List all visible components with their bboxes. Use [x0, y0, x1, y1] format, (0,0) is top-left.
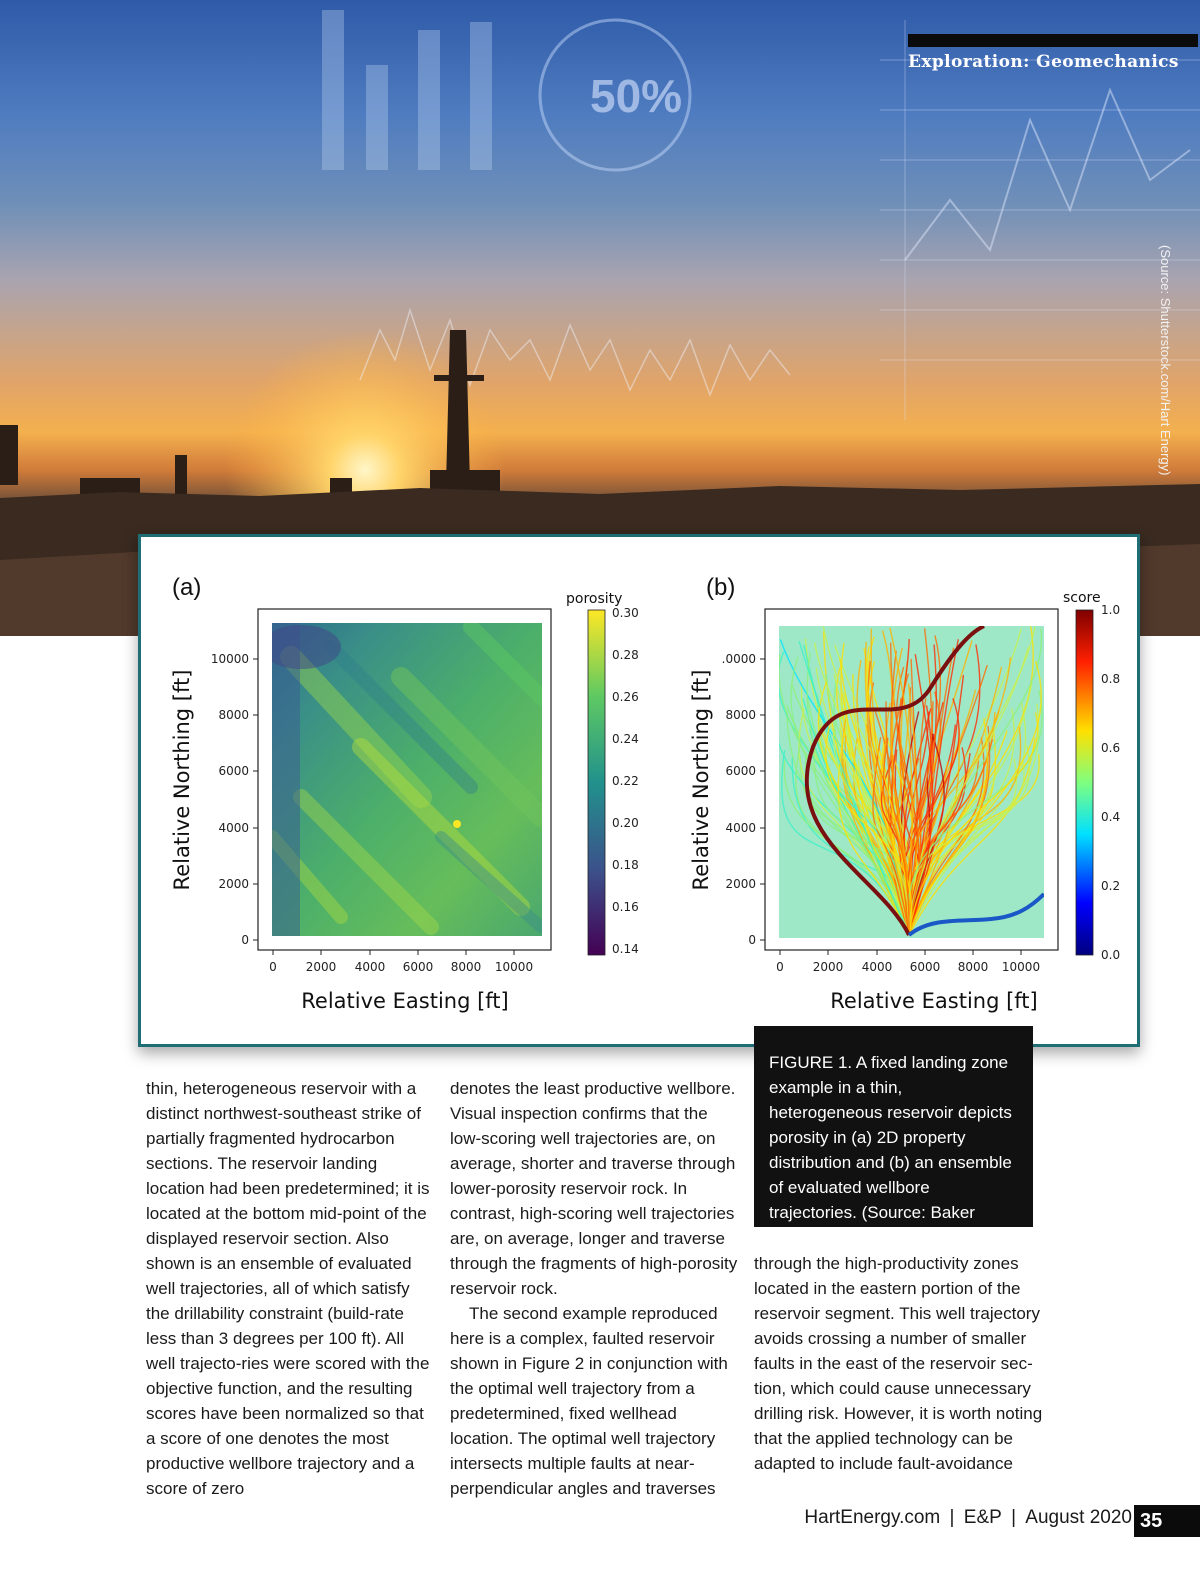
b-cbar-tick: 0.6: [1101, 741, 1121, 755]
a-cbar-tick: 0.30: [612, 606, 639, 620]
section-bar: [908, 34, 1198, 47]
body-paragraph: denotes the least productive wellbore. Visual inspection confirms that the low-scoring well trajectories are, on average, shorter and traverse through lower-porosity reservoir rock. In contrast, high-scoring well trajectories are, on average, longer and traverse through the fragments of high-porosity reservoir rock.: [450, 1079, 738, 1298]
b-cbar-tick: 0.4: [1101, 810, 1121, 824]
trajectory-ensemble: [775, 626, 1044, 938]
a-cbar-tick: 0.28: [612, 648, 639, 662]
caption-body: A fixed landing zone example in a thin, heterogeneous reservoir depicts porosity in (a) 2D property distribution and (b) an ensemble of evaluated wellbore trajectories. (Source: Baker Hughes): [769, 1053, 1012, 1247]
a-ytick: 0: [241, 933, 249, 947]
b-xtick: 2000: [812, 960, 844, 974]
footer-separator: |: [1011, 1507, 1017, 1528]
a-xtick: 0: [269, 960, 277, 974]
body-paragraph: through the high-productivity zones located in the eastern portion of the reservoir segment. This well trajectory avoids crossing a number of smaller faults in the east of the reservoir sec-tion, which could cause unnecessary drilling risk. However, it is worth noting that the applied technology can be adapted to include fault-avoidance: [754, 1254, 1043, 1473]
panel-b-yticks: [722, 652, 756, 947]
panel-a-colorbar-ticks: [612, 606, 639, 956]
footer-issue: August 2020: [1025, 1507, 1132, 1528]
b-cbar-tick: 0.2: [1101, 879, 1121, 893]
figure-1: [138, 534, 1140, 1047]
overlay-percent: 50%: [590, 70, 683, 122]
b-xtick: 6000: [909, 960, 941, 974]
a-cbar-tick: 0.14: [612, 942, 639, 956]
a-ytick: 10000: [210, 652, 249, 666]
panel-b-colorbar-title: score: [1063, 590, 1101, 606]
b-xtick: 10000: [1001, 960, 1041, 974]
a-cbar-tick: 0.22: [612, 774, 639, 788]
b-cbar-tick: 0.8: [1101, 672, 1121, 686]
body-paragraph: thin, heterogeneous reservoir with a distinct northwest-southeast strike of partially fragmented hydrocarbon sections. The reservoir landing location had been predetermined; it is located at the bottom mid-point of the displayed reservoir section. Also shown is an ensemble of evaluated well trajectories, all of which satisfy the drillability constraint (build-rate less than 3 degrees per 100 ft). All well trajecto-ries were scored with the objective function, and the resulting scores have been normalized so that a score of one denotes the most productive wellbore trajectory and a score of zero: [146, 1079, 430, 1498]
a-cbar-tick: 0.26: [612, 690, 639, 704]
porosity-colorbar: [588, 610, 605, 955]
panel-a-xlabel: Relative Easting [ft]: [301, 989, 509, 1013]
footer-magazine: E&P: [963, 1507, 1002, 1528]
panel-b-ylabel: Relative Northing [ft]: [689, 669, 713, 891]
b-ytick: 0: [748, 933, 756, 947]
a-xtick: 8000: [450, 960, 482, 974]
a-ytick: 4000: [218, 821, 249, 835]
a-ytick: 8000: [218, 708, 249, 722]
panel-a-colorbar-title: porosity: [566, 591, 623, 607]
b-ytick: .0000: [721, 652, 756, 666]
b-cbar-tick: 0.0: [1101, 948, 1121, 962]
panel-a-yticks: [211, 652, 249, 947]
score-colorbar: [1076, 610, 1093, 955]
body-column-3: [754, 1251, 1044, 1476]
panel-a-label: (a): [172, 574, 202, 601]
figure-caption: [754, 1026, 1033, 1247]
b-ytick: 6000: [725, 764, 756, 778]
porosity-map: [261, 623, 542, 936]
a-ytick: 6000: [218, 764, 249, 778]
body-paragraph: The second example reproduced here is a complex, faulted reservoir shown in Figure 2 in conjunction with the optimal well trajectory from a predetermined, fixed wellhead location. The optimal well trajectory intersects multiple faults at near-perpendicular angles and traverses: [450, 1304, 728, 1498]
photo-credit: (Source: Shutterstock.com/Hart Energy): [1158, 245, 1173, 476]
page-number: 35: [1134, 1505, 1200, 1537]
a-cbar-tick: 0.18: [612, 858, 639, 872]
panel-b-colorbar-ticks: [1101, 603, 1120, 962]
footer-site: HartEnergy.com: [804, 1507, 941, 1528]
b-ytick: 8000: [725, 708, 756, 722]
a-cbar-tick: 0.16: [612, 900, 639, 914]
page-footer: [802, 1507, 1134, 1529]
panel-b-xlabel: Relative Easting [ft]: [830, 989, 1038, 1013]
a-xtick: 6000: [402, 960, 434, 974]
figure-svg: [141, 537, 1137, 1044]
body-column-1: [146, 1076, 436, 1501]
a-xtick: 2000: [305, 960, 337, 974]
panel-b-xticks: [776, 960, 1040, 974]
footer-separator: |: [949, 1507, 955, 1528]
panel-a-ylabel: Relative Northing [ft]: [170, 669, 194, 891]
b-ytick: 2000: [725, 877, 756, 891]
a-xtick: 4000: [354, 960, 386, 974]
b-ytick: 4000: [725, 821, 756, 835]
b-xtick: 4000: [861, 960, 893, 974]
caption-lead: FIGURE 1.: [769, 1053, 853, 1072]
b-xtick: 8000: [957, 960, 989, 974]
a-cbar-tick: 0.24: [612, 732, 639, 746]
a-ytick: 2000: [218, 877, 249, 891]
b-xtick: 0: [776, 960, 784, 974]
a-cbar-tick: 0.20: [612, 816, 639, 830]
panel-a-xticks: [269, 960, 533, 974]
b-cbar-tick: 1.0: [1101, 603, 1121, 617]
section-title: Exploration: Geomechanics: [908, 52, 1179, 72]
panel-b-label: (b): [706, 574, 736, 601]
a-xtick: 10000: [494, 960, 534, 974]
body-column-2: [450, 1076, 740, 1501]
